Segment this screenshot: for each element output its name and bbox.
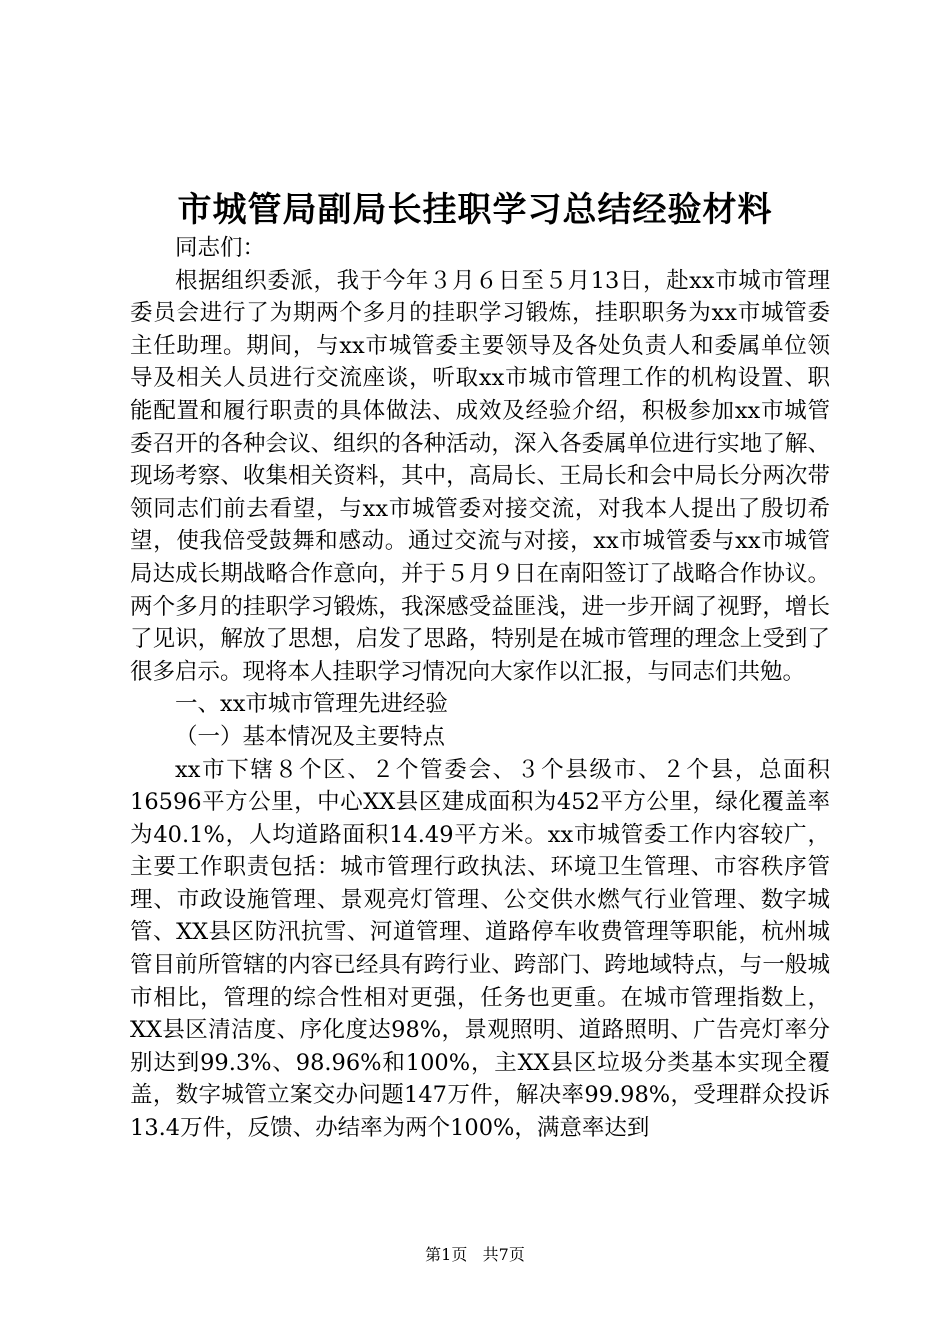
- subsection-heading-1-1: （一）基本情况及主要特点: [175, 723, 446, 750]
- document-body: [130, 232, 830, 1145]
- page-footer: [0, 1244, 950, 1266]
- section-heading-1: 一、xx市城市管理先进经验: [175, 691, 448, 718]
- paragraph-intro: 根据组织委派，我于今年３月６日至５月13日，赴xx市城市管理委员会进行了为期两个多月的挂职学习锻炼，挂职职务为xx市城管委主任助理。期间，与xx市城管委主要领导及各处负责人和委属单位领导及相关人员进行交流座谈，听取xx市城市管理工作的机构设置、职能配置和履行职责的具体做法、成效及经验介绍，积极参加xx市城管委召开的各种会议、组织的各种活动，深入各委属单位进行实地了解、现场考察、收集相关资料，其中，高局长、王局长和会中局长分两次带领同志们前去看望，与xx市城管委对接交流，对我本人提出了殷切希望，使我倍受鼓舞和感动。通过交流与对接，xx市城管委与xx市城管局达成长期战略合作意向，并于５月９日在南阳签订了战略合作协议。两个多月的挂职学习锻炼，我深感受益匪浅，进一步开阔了视野，增长了见识，解放了思想，启发了思路，特别是在城市管理的理念上受到了很多启示。现将本人挂职学习情况向大家作以汇报，与同志们共勉。: [130, 267, 830, 685]
- page-number: 第1页: [425, 1245, 468, 1264]
- page-total: 共7页: [482, 1245, 525, 1264]
- paragraph-basic-info: xx市下辖８个区、２个管委会、３个县级市、２个县，总面积16596平方公里，中心XX县区建成面积为452平方公里，绿化覆盖率为40.1%，人均道路面积14.49平方米。xx市城管委工作内容较广，主要工作职责包括：城市管理行政执法、环境卫生管理、市容秩序管理、市政设施管理、景观亮灯管理、公交供水燃气行业管理、数字城管、XX县区防汛抗雪、河道管理、道路停车收费管理等职能，杭州城管目前所管辖的内容已经具有跨行业、跨部门、跨地域特点，与一般城市相比，管理的综合性相对更强，任务也更重。在城市管理指数上，XX县区清洁度、序化度达98%，景观照明、道路照明、广告亮灯率分别达到99.3%、98.96%和100%，主XX县区垃圾分类基本实现全覆盖，数字城管立案交办问题147万件，解决率99.98%，受理群众投诉13.4万件，反馈、办结率为两个100%，满意率达到: [130, 756, 830, 1142]
- salutation: 同志们：: [175, 235, 266, 261]
- document-title: 市城管局副局长挂职学习总结经验材料: [177, 190, 773, 230]
